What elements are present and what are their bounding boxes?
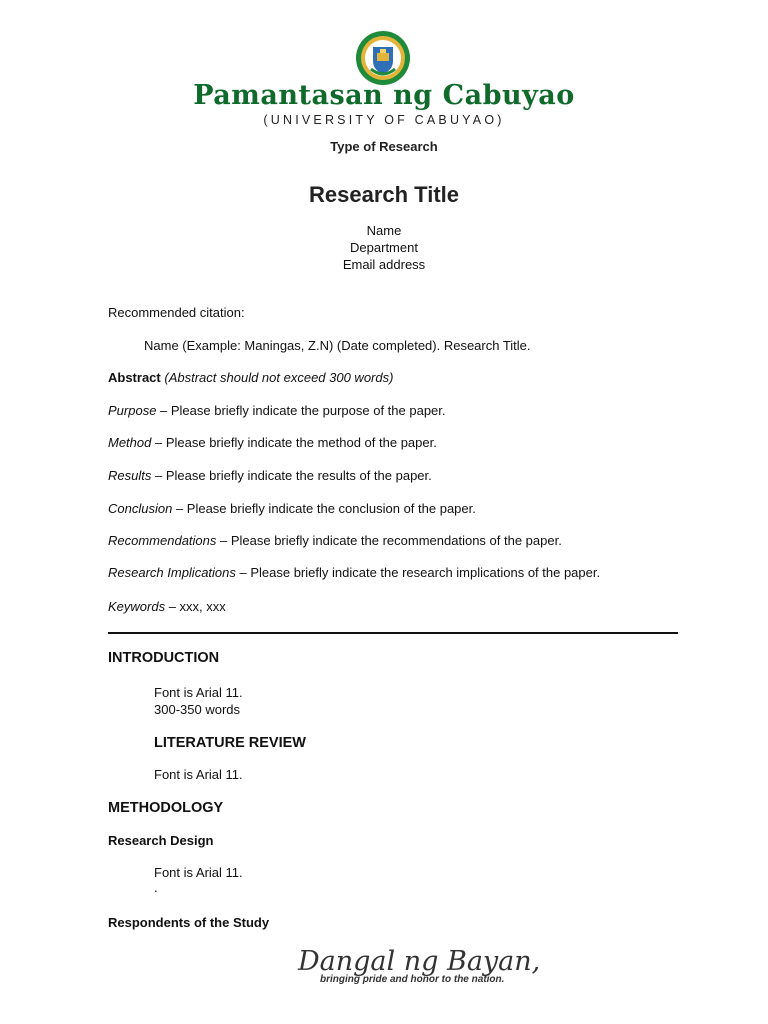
abstract-term: Results xyxy=(108,468,152,483)
introduction-heading: INTRODUCTION xyxy=(108,650,220,666)
author-name: Name xyxy=(366,223,402,238)
methodology-heading: METHODOLOGY xyxy=(108,800,224,816)
abstract-term: Conclusion xyxy=(108,501,173,516)
abstract-desc: – Please briefly indicate the results of the paper. xyxy=(151,468,432,483)
abstract-item xyxy=(108,468,432,483)
abstract-term: Purpose xyxy=(108,403,157,418)
abstract-desc: – Please briefly indicate the method of the paper. xyxy=(151,435,437,450)
citation-label: Recommended citation: xyxy=(108,305,245,320)
abstract-desc: – Please briefly indicate the recommendations of the paper. xyxy=(216,533,562,548)
citation-text: Name (Example: Maningas, Z.N) (Date completed). Research Title. xyxy=(144,338,531,353)
literature-review-line: Font is Arial 11. xyxy=(154,767,243,782)
abstract-item xyxy=(108,501,476,516)
respondents-heading: Respondents of the Study xyxy=(108,915,270,930)
footer-tagline: bringing pride and honor to the nation. xyxy=(320,974,505,985)
abstract-term: Recommendations xyxy=(108,533,217,548)
literature-review-heading: LITERATURE REVIEW xyxy=(154,735,306,751)
university-seal-icon xyxy=(353,29,413,87)
abstract-heading xyxy=(108,370,393,385)
abstract-note: (Abstract should not exceed 300 words) xyxy=(164,370,394,385)
author-department: Department xyxy=(350,240,418,255)
abstract-desc: – Please briefly indicate the conclusion of the paper. xyxy=(172,501,476,516)
abstract-term: Research Implications xyxy=(108,565,236,580)
introduction-line: 300-350 words xyxy=(154,702,240,717)
research-title: Research Title xyxy=(308,182,459,207)
abstract-term: Method xyxy=(108,435,152,450)
keywords-term: Keywords xyxy=(108,599,166,614)
abstract-desc: – Please briefly indicate the research implications of the paper. xyxy=(235,565,601,580)
abstract-item xyxy=(108,565,600,580)
abstract-item xyxy=(108,403,446,418)
footer-motto: Dangal ng Bayan, xyxy=(298,946,541,977)
abstract-label: Abstract xyxy=(108,370,161,385)
research-design-line: . xyxy=(154,880,158,895)
keywords-line xyxy=(108,599,226,614)
introduction-line: Font is Arial 11. xyxy=(154,685,243,700)
abstract-desc: – Please briefly indicate the purpose of the paper. xyxy=(156,403,446,418)
abstract-item xyxy=(108,435,437,450)
author-email: Email address xyxy=(342,257,426,272)
research-design-heading: Research Design xyxy=(108,833,214,848)
research-design-line: Font is Arial 11. xyxy=(154,865,243,880)
type-of-research: Type of Research xyxy=(330,139,438,154)
section-divider xyxy=(108,632,678,634)
university-name: Pamantasan ng Cabuyao xyxy=(193,80,575,111)
abstract-item xyxy=(108,533,562,548)
university-subtitle: (UNIVERSITY OF CABUYAO) xyxy=(263,113,505,127)
keywords-value: – xxx, xxx xyxy=(165,599,226,614)
